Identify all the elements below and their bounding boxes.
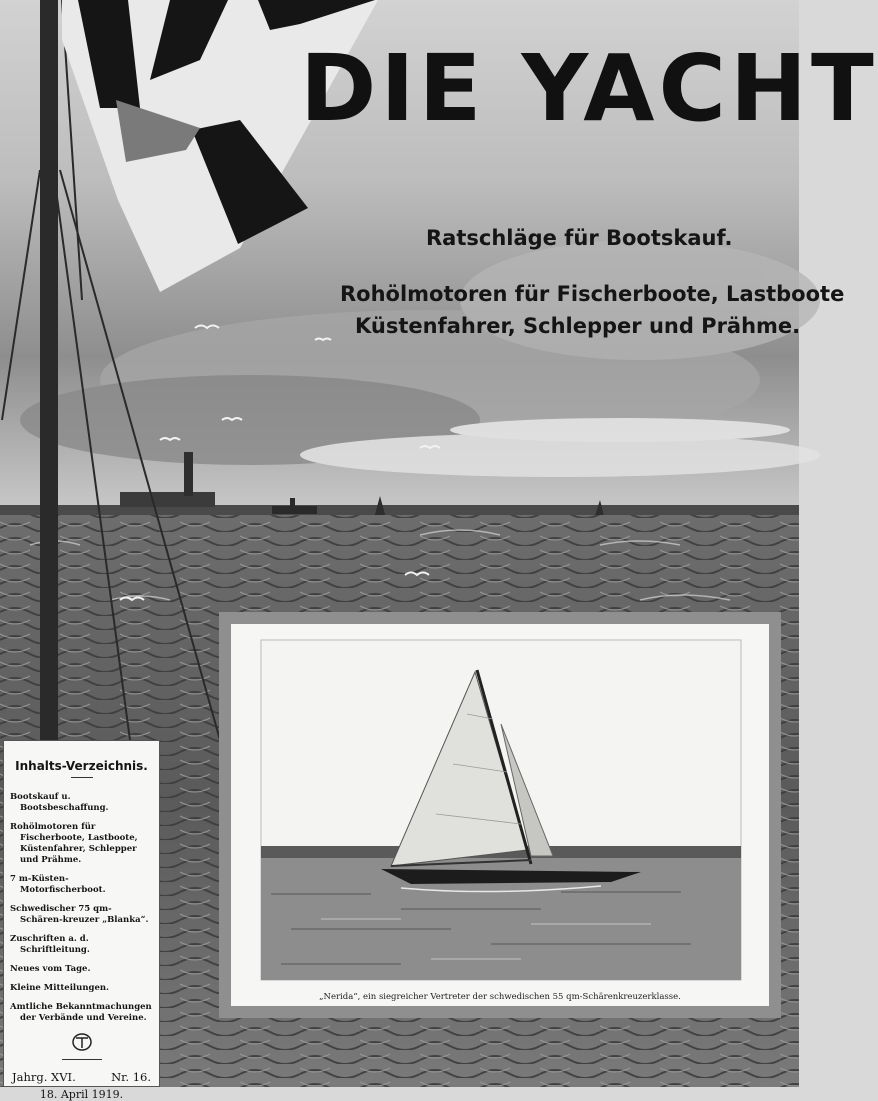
headline-main: Ratschläge für Bootskauf.: [426, 226, 733, 250]
toc-divider: [71, 777, 93, 778]
toc-item: Neues vom Tage.: [10, 964, 91, 974]
toc-item: Kleine Mitteilungen.: [10, 983, 110, 993]
mast: [40, 0, 58, 740]
toc-item: Schwedischer 75 qm-Schären-kreuzer „Blanka“.: [10, 904, 149, 925]
photo-frame: [219, 612, 781, 1018]
photo-caption: „Nerida“, ein siegreicher Vertreter der schwedischen 55 qm-Schärenkreuzerklasse.: [319, 992, 681, 1002]
toc-item: Rohölmotoren für Fischerboote, Lastboote, Küstenfahrer, Schlepper und Prähme.: [10, 822, 138, 865]
headline-sub-2: Küstenfahrer, Schlepper und Prähme.: [355, 314, 801, 338]
table-of-contents: [3, 740, 160, 1101]
sailboat-photo: [231, 624, 769, 1006]
toc-item: 7 m-Küsten-Motorfischerboot.: [10, 874, 106, 895]
publisher-logo-icon: [10, 1032, 153, 1057]
issue-date: 18. April 1919.: [39, 1088, 124, 1101]
issue-volume: Jahrg. XVI.: [12, 1070, 76, 1084]
lighthouse: [184, 452, 193, 496]
toc-item: Bootskauf u. Bootsbeschaffung.: [10, 792, 109, 813]
issue-info: [10, 1070, 153, 1084]
masthead-title: DIE YACHT: [300, 35, 878, 142]
toc-title: Inhalts-Verzeichnis.: [15, 759, 148, 773]
breakwater: [120, 492, 215, 507]
steamer: [272, 506, 317, 514]
toc-divider: [62, 1059, 102, 1060]
headline-sub-1: Rohölmotoren für Fischerboote, Lastboote: [340, 282, 845, 306]
issue-number: Nr. 16.: [111, 1070, 151, 1084]
toc-item: Zuschriften a. d. Schriftleitung.: [10, 934, 90, 955]
toc-item: Amtliche Bekanntmachungen der Verbände und Vereine.: [10, 1002, 152, 1023]
